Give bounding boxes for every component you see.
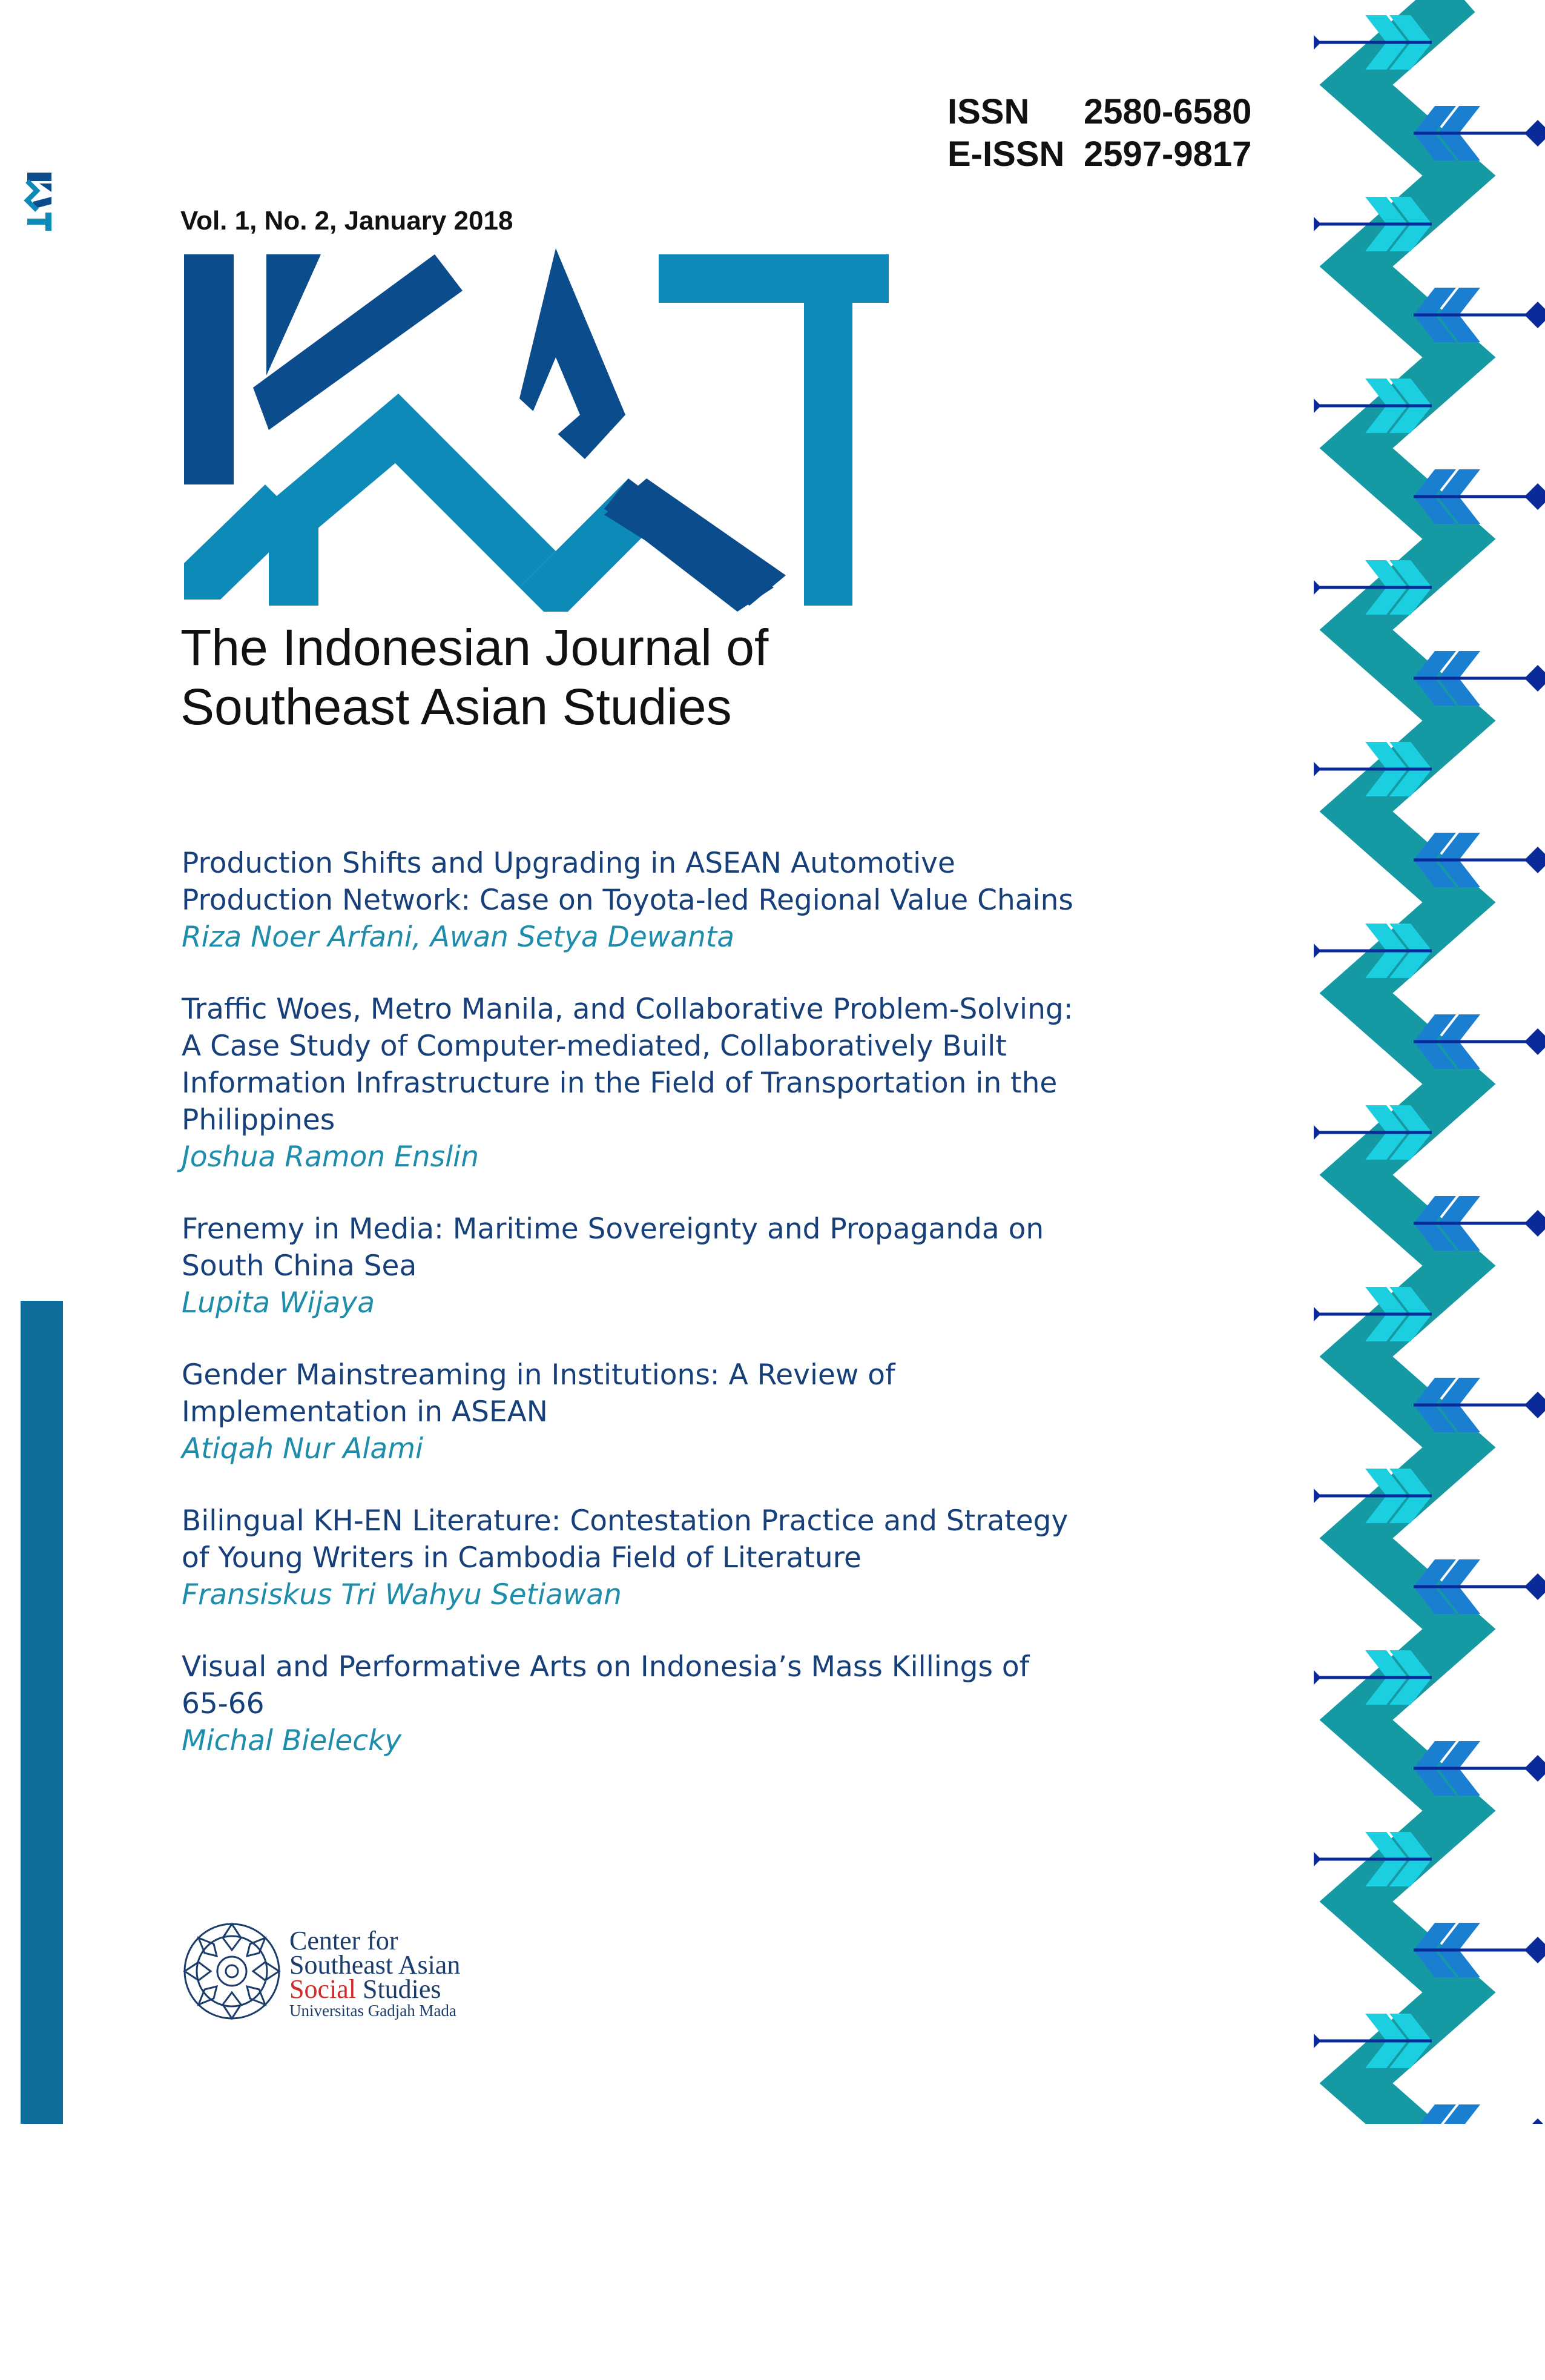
publisher-line1: Center for: [289, 1926, 398, 1955]
arrow-right-icon: [1314, 197, 1432, 251]
article-title-line: A Case Study of Computer-mediated, Collaboratively Built: [182, 1030, 1007, 1063]
arrow-left-icon: [1414, 1559, 1545, 1614]
article-title-line: Traffic Woes, Metro Manila, and Collaborative Problem-Solving:: [182, 993, 1073, 1026]
issn-block: [947, 91, 1251, 176]
article-title-line: of Young Writers in Cambodia Field of Literature: [182, 1541, 861, 1575]
article-item: [182, 845, 1162, 956]
ikat-logo-icon: [180, 248, 895, 612]
article-title-line: Visual and Performative Arts on Indonesia’s Mass Killings of: [182, 1650, 1030, 1684]
arrow-left-icon: [1414, 469, 1545, 524]
journal-title-line1: The Indonesian Journal of: [180, 619, 769, 676]
arrow-right-icon: [1314, 378, 1432, 433]
spine-ikat-logo-icon: [12, 170, 67, 242]
article-author: Fransiskus Tri Wahyu Setiawan: [182, 1578, 622, 1611]
article-item: [182, 1211, 1162, 1321]
arrow-right-icon: [1314, 15, 1432, 70]
article-item: [182, 1357, 1162, 1467]
article-item: [182, 1502, 1162, 1613]
arrow-left-icon: [1414, 1923, 1545, 1977]
issn-value: 2580-6580: [1084, 92, 1252, 131]
arrow-right-icon: [1314, 1469, 1432, 1523]
publisher-social: Social: [289, 1974, 356, 2004]
article-author: Joshua Ramon Enslin: [182, 1140, 479, 1174]
arrow-right-icon: [1314, 1650, 1432, 1705]
publisher-line2: Southeast Asian: [289, 1950, 461, 1980]
arrow-right-icon: [1314, 742, 1432, 796]
article-title-line: 65-66: [182, 1687, 265, 1721]
arrow-right-icon: [1314, 2014, 1432, 2068]
article-title-line: Frenemy in Media: Maritime Sovereignty and Propaganda on: [182, 1212, 1044, 1246]
journal-title-line2: Southeast Asian Studies: [180, 678, 732, 735]
publisher-studies: Studies: [355, 1974, 441, 2004]
arrow-right-icon: [1314, 1105, 1432, 1160]
article-title-line: Production Shifts and Upgrading in ASEAN Automotive: [182, 847, 955, 880]
article-author: Lupita Wijaya: [182, 1286, 375, 1320]
publisher-university: Universitas Gadjah Mada: [289, 2002, 456, 2020]
arrow-left-icon: [1414, 106, 1545, 160]
arrow-left-icon: [1414, 1378, 1545, 1432]
arrow-left-icon: [1414, 1014, 1545, 1069]
eissn-value: 2597-9817: [1084, 134, 1252, 174]
publisher-line3: [289, 1974, 460, 2004]
eissn-label: E-ISSN: [947, 134, 1065, 174]
journal-title: [180, 618, 768, 736]
article-list: [182, 845, 1162, 1794]
arrow-left-icon: [1414, 1741, 1545, 1796]
article-title-line: Philippines: [182, 1103, 335, 1137]
publisher-name: [289, 1926, 461, 2020]
arrow-right-icon: [1314, 1832, 1432, 1886]
university-seal-icon: [180, 1920, 283, 2023]
article-title-line: Production Network: Case on Toyota-led Regional Value Chains: [182, 884, 1073, 917]
article-title-line: Gender Mainstreaming in Institutions: A Review of: [182, 1358, 895, 1392]
volume-line: Vol. 1, No. 2, January 2018: [180, 206, 513, 236]
article-title-line: Bilingual KH-EN Literature: Contestation Practice and Strategy: [182, 1504, 1069, 1538]
arrow-right-icon: [1314, 1287, 1432, 1341]
article-author: Michal Bielecky: [182, 1724, 402, 1757]
arrow-left-icon: [1414, 1196, 1545, 1251]
article-title-line: Implementation in ASEAN: [182, 1395, 548, 1429]
arrow-right-icon: [1314, 560, 1432, 615]
arrow-left-icon: [1414, 288, 1545, 342]
issn-label: ISSN: [947, 92, 1030, 131]
spine-volume-band: [21, 1301, 63, 2124]
article-author: Riza Noer Arfani, Awan Setya Dewanta: [182, 921, 734, 954]
article-title-line: Information Infrastructure in the Field of Transportation in the: [182, 1066, 1058, 1100]
arrow-left-icon: [1414, 833, 1545, 887]
article-item: [182, 991, 1162, 1175]
ikat-border-pattern: [1314, 0, 1545, 2124]
article-item: [182, 1648, 1162, 1759]
article-author: Atiqah Nur Alami: [182, 1432, 424, 1466]
arrow-left-icon: [1414, 2104, 1545, 2124]
article-title-line: South China Sea: [182, 1249, 417, 1283]
arrow-right-icon: [1314, 924, 1432, 978]
arrow-left-icon: [1414, 651, 1545, 706]
